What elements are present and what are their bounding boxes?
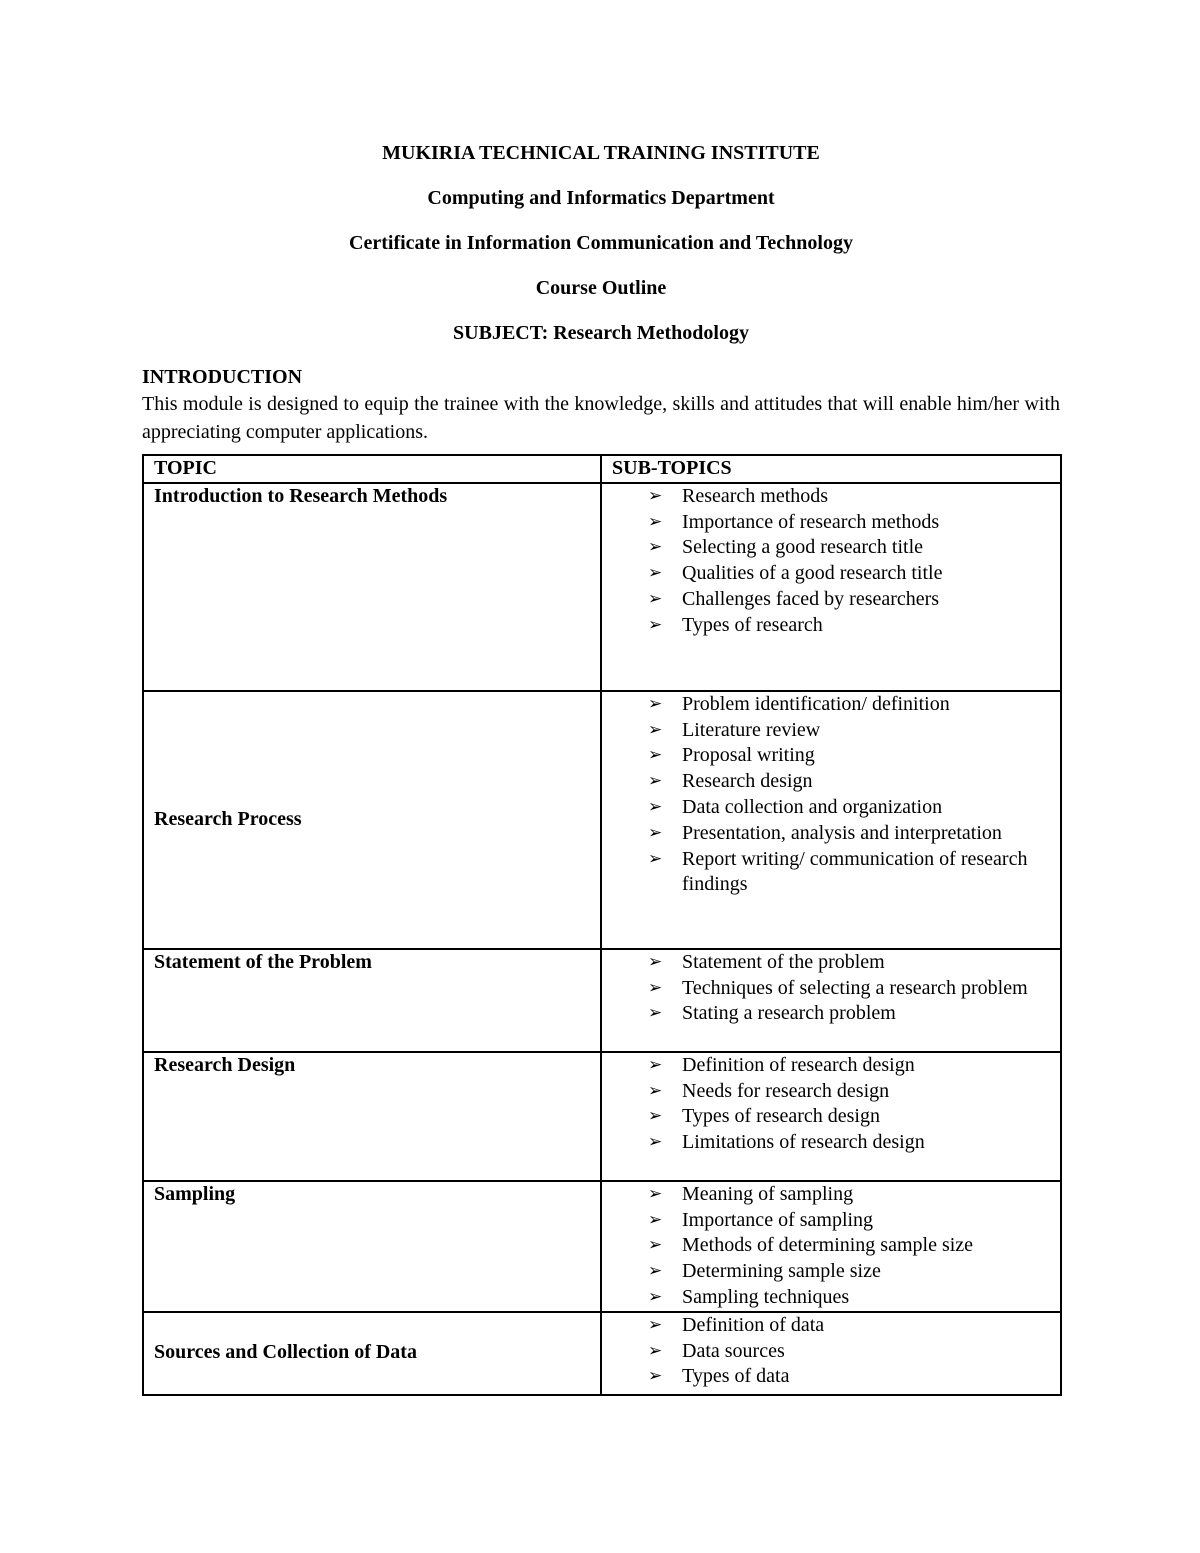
arrow-bullet-icon: ➢ [648, 1003, 663, 1024]
table-row [143, 949, 1061, 1052]
arrow-bullet-icon: ➢ [648, 1054, 663, 1075]
subtopic-text: Sampling techniques [682, 1285, 850, 1308]
subtopic-item [648, 769, 1050, 795]
subtopic-list [612, 484, 1050, 639]
subtopic-item [648, 1053, 1050, 1079]
subtopic-item [648, 795, 1050, 821]
arrow-bullet-icon: ➢ [648, 1080, 663, 1101]
table-row [143, 691, 1061, 949]
subtopic-text: Qualities of a good research title [682, 562, 943, 585]
arrow-bullet-icon: ➢ [648, 822, 663, 843]
arrow-bullet-icon: ➢ [648, 848, 663, 869]
arrow-bullet-icon: ➢ [648, 1132, 663, 1153]
subtopic-item [648, 743, 1050, 769]
subtopic-item [648, 1079, 1050, 1105]
subtopic-text: Limitations of research design [682, 1131, 925, 1154]
arrow-bullet-icon: ➢ [648, 796, 663, 817]
subtopic-text: Methods of determining sample size [682, 1234, 974, 1257]
subtopic-item [648, 976, 1050, 1002]
table-row [143, 1312, 1061, 1395]
document-type: Course Outline [535, 277, 667, 299]
subtopic-text: Techniques of selecting a research problem [682, 976, 1028, 999]
subtopic-text: Literature review [682, 718, 821, 741]
department-name: Computing and Informatics Department [427, 187, 775, 209]
course-outline-table [142, 454, 1062, 1396]
subtopic-text: Report writing/ communication of research findings [682, 847, 1028, 896]
subtopic-item [648, 1182, 1050, 1208]
subtopic-item [648, 1233, 1050, 1259]
arrow-bullet-icon: ➢ [648, 614, 663, 635]
subtopic-text: Importance of sampling [682, 1208, 874, 1231]
arrow-bullet-icon: ➢ [648, 1106, 663, 1127]
subtopic-text: Challenges faced by researchers [682, 587, 940, 610]
topic-cell: Sampling [143, 1181, 601, 1312]
subtopic-list [612, 1182, 1050, 1311]
subtopic-item [648, 510, 1050, 536]
table-row [143, 1181, 1061, 1312]
arrow-bullet-icon: ➢ [648, 1261, 663, 1282]
arrow-bullet-icon: ➢ [648, 537, 663, 558]
subtopic-item [648, 561, 1050, 587]
subtopic-text: Meaning of sampling [682, 1182, 854, 1205]
arrow-bullet-icon: ➢ [648, 745, 663, 766]
subtopics-cell [601, 1181, 1061, 1312]
subtopic-item [648, 535, 1050, 561]
subtopic-item [648, 1208, 1050, 1234]
subtopic-item [648, 1104, 1050, 1130]
subtopics-cell [601, 1312, 1061, 1395]
subtopic-text: Types of research design [682, 1105, 880, 1128]
arrow-bullet-icon: ➢ [648, 1366, 663, 1387]
subtopic-text: Definition of research design [682, 1053, 915, 1076]
subtopic-item [648, 1285, 1050, 1311]
subtopic-text: Data collection and organization [682, 795, 943, 818]
subject-title: SUBJECT: Research Methodology [453, 322, 749, 344]
document-page [142, 140, 1060, 1396]
table-header-row [143, 455, 1061, 483]
subtopic-text: Presentation, analysis and interpretation [682, 821, 1002, 844]
subtopic-text: Proposal writing [682, 744, 815, 767]
subtopic-item [648, 1364, 1050, 1390]
subtopic-item [648, 1313, 1050, 1339]
arrow-bullet-icon: ➢ [648, 1340, 663, 1361]
subtopic-item [648, 1259, 1050, 1285]
arrow-bullet-icon: ➢ [648, 588, 663, 609]
subtopic-item [648, 613, 1050, 639]
subtopic-text: Selecting a good research title [682, 536, 924, 559]
topic-cell: Sources and Collection of Data [143, 1312, 601, 1395]
arrow-bullet-icon: ➢ [648, 1235, 663, 1256]
column-header-topic: TOPIC [143, 455, 601, 483]
subtopic-item [648, 821, 1050, 847]
subtopic-text: Importance of research methods [682, 510, 940, 533]
subtopic-text: Types of research [682, 613, 823, 636]
arrow-bullet-icon: ➢ [648, 771, 663, 792]
subtopic-text: Problem identification/ definition [682, 692, 950, 715]
arrow-bullet-icon: ➢ [648, 563, 663, 584]
introduction-text: This module is designed to equip the trainee with the knowledge, skills and attitudes that will enable him/her with appreciating computer applications. [142, 393, 1060, 443]
arrow-bullet-icon: ➢ [648, 485, 663, 506]
arrow-bullet-icon: ➢ [648, 693, 663, 714]
subtopics-cell [601, 691, 1061, 949]
arrow-bullet-icon: ➢ [648, 1209, 663, 1230]
subtopic-text: Determining sample size [682, 1260, 881, 1283]
subtopic-item [648, 847, 1050, 899]
institute-name: MUKIRIA TECHNICAL TRAINING INSTITUTE [382, 142, 820, 164]
subtopic-item [648, 1339, 1050, 1365]
column-header-subtopics: SUB-TOPICS [601, 455, 1061, 483]
subtopic-text: Needs for research design [682, 1079, 890, 1102]
subtopic-text: Types of data [682, 1365, 790, 1388]
arrow-bullet-icon: ➢ [648, 1286, 663, 1307]
arrow-bullet-icon: ➢ [648, 1183, 663, 1204]
subtopic-text: Stating a research problem [682, 1002, 896, 1025]
arrow-bullet-icon: ➢ [648, 511, 663, 532]
subtopic-item [648, 1130, 1050, 1156]
subtopic-item [648, 484, 1050, 510]
table-row [143, 483, 1061, 691]
subtopics-cell [601, 483, 1061, 691]
subtopics-cell [601, 949, 1061, 1052]
subtopic-text: Research methods [682, 484, 829, 507]
topic-cell: Introduction to Research Methods [143, 483, 601, 691]
subtopic-text: Data sources [682, 1339, 785, 1362]
subtopic-list [612, 692, 1050, 898]
subtopic-item [648, 718, 1050, 744]
subtopic-list [612, 1313, 1050, 1390]
introduction-heading: INTRODUCTION [142, 366, 303, 388]
subtopic-list [612, 950, 1050, 1027]
subtopic-text: Definition of data [682, 1313, 825, 1336]
arrow-bullet-icon: ➢ [648, 951, 663, 972]
table-row [143, 1052, 1061, 1181]
subtopic-item [648, 587, 1050, 613]
subtopic-text: Statement of the problem [682, 950, 885, 973]
topic-cell: Research Design [143, 1052, 601, 1181]
subtopic-list [612, 1053, 1050, 1156]
arrow-bullet-icon: ➢ [648, 1314, 663, 1335]
arrow-bullet-icon: ➢ [648, 719, 663, 740]
subtopic-item [648, 950, 1050, 976]
subtopic-text: Research design [682, 770, 813, 793]
subtopic-item [648, 1001, 1050, 1027]
arrow-bullet-icon: ➢ [648, 977, 663, 998]
topic-cell: Statement of the Problem [143, 949, 601, 1052]
certificate-name: Certificate in Information Communication and Technology [349, 232, 853, 254]
subtopics-cell [601, 1052, 1061, 1181]
subtopic-item [648, 692, 1050, 718]
topic-cell: Research Process [143, 691, 601, 949]
